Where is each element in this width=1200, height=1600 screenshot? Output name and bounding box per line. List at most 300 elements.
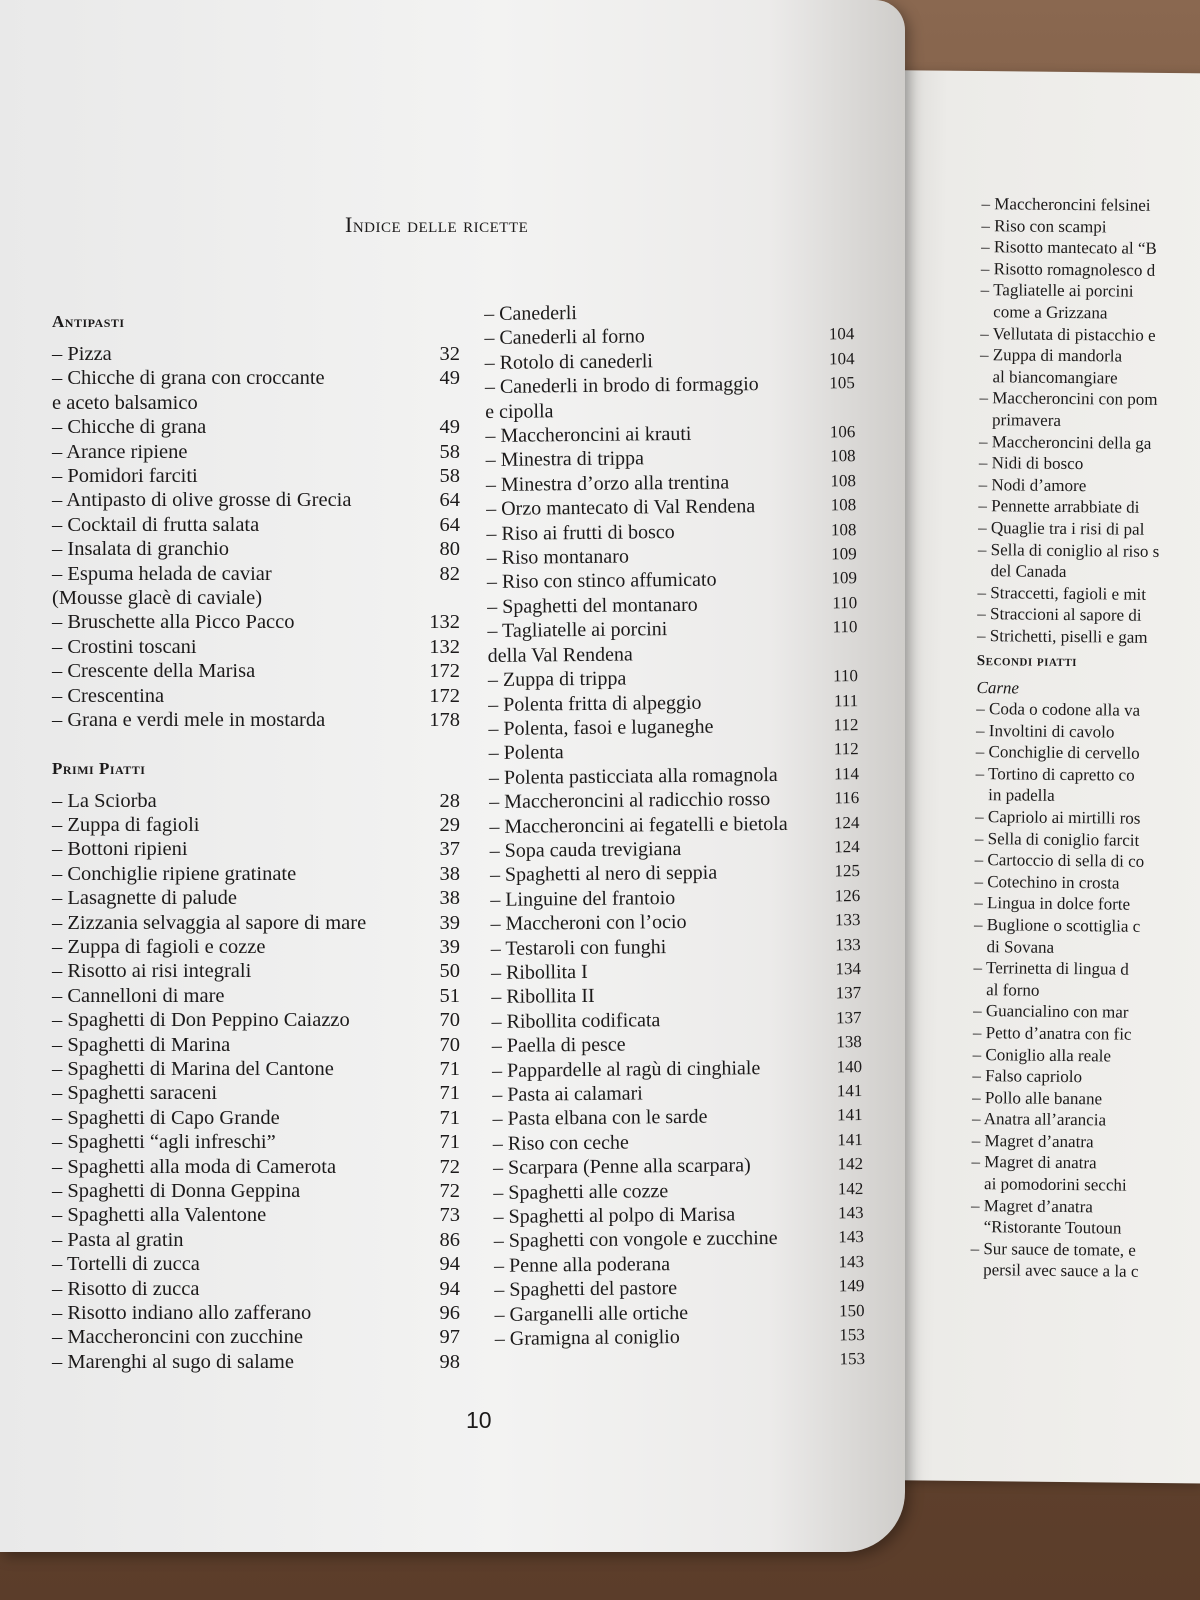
recipe-name: – Bottoni ripieni xyxy=(52,838,188,861)
recipe-page-number: 94 xyxy=(439,1277,460,1300)
recipe-name: – Canederli xyxy=(484,302,577,325)
recipe-name: – Pappardelle al ragù di cinghiale xyxy=(491,1056,761,1082)
primi-heading: Primi Piatti xyxy=(52,758,146,778)
recipe-name: – Pasta ai calamari xyxy=(492,1082,643,1106)
recipe-name: – Pennette arrabbiate di xyxy=(978,496,1140,518)
recipe-name: – La Sciorba xyxy=(52,789,157,812)
recipe-name: ai pomodorini secchi xyxy=(971,1174,1127,1195)
recipe-name: – Straccioni al sapore di xyxy=(977,604,1142,626)
recipe-entry xyxy=(973,979,1200,1003)
recipe-name: – Magret d’anatra xyxy=(971,1195,1093,1216)
recipe-entry xyxy=(972,1108,1200,1132)
recipe-name: – Ribollita II xyxy=(491,985,595,1009)
recipe-page-number: 104 xyxy=(829,348,855,369)
recipe-page-number: 125 xyxy=(834,861,861,881)
recipe-page-number: 32 xyxy=(439,343,460,365)
recipe-entry xyxy=(971,1238,1200,1262)
recipe-entry xyxy=(52,1277,460,1301)
recipe-name: – Pizza xyxy=(52,343,112,365)
recipe-page-number: 140 xyxy=(836,1056,863,1076)
recipe-entry xyxy=(52,1008,460,1032)
recipe-name: – Rotolo di canederli xyxy=(484,350,654,374)
recipe-name: – Grana e verdi mele in mostarda xyxy=(52,709,326,732)
recipe-entry xyxy=(973,1000,1200,1024)
recipe-entry xyxy=(975,784,1200,808)
recipe-page-number: 153 xyxy=(839,1325,865,1345)
recipe-entry xyxy=(972,1130,1200,1154)
recipe-entry xyxy=(52,440,460,464)
recipe-page-number: 109 xyxy=(831,544,857,564)
recipe-name: – Risotto ai risi integrali xyxy=(52,960,252,983)
recipe-entry xyxy=(977,603,1200,627)
recipe-entry xyxy=(52,1301,460,1325)
secondi-heading: Secondi piatti xyxy=(976,653,1078,671)
recipe-name: – Chicche di grana xyxy=(52,416,207,439)
recipe-name: – Magret d’anatra xyxy=(971,1130,1094,1152)
right-page xyxy=(865,70,1200,1483)
recipe-name: – Pasta elbana con le sarde xyxy=(492,1106,708,1131)
recipe-page-number: 112 xyxy=(833,715,859,735)
recipe-name: – Crescente della Marisa xyxy=(52,660,256,683)
recipe-page-number: 134 xyxy=(835,959,862,979)
recipe-entry xyxy=(977,582,1200,606)
recipe-name: – Spaghetti del montanaro xyxy=(487,593,698,618)
recipe-entry xyxy=(974,936,1200,960)
recipe-entry xyxy=(971,1195,1200,1219)
recipe-page-number: 143 xyxy=(837,1203,864,1223)
recipe-name: – Crostini toscani xyxy=(52,635,197,658)
recipe-page-number: 132 xyxy=(429,635,460,658)
recipe-page-number: 138 xyxy=(836,1032,862,1052)
recipe-name: – Riso con scampi xyxy=(981,215,1107,236)
recipe-entry xyxy=(971,1151,1200,1175)
recipe-entry xyxy=(976,741,1200,765)
recipe-entry xyxy=(980,301,1200,325)
recipe-page-number: 71 xyxy=(439,1106,460,1129)
recipe-name: – Linguine del frantoio xyxy=(490,886,676,911)
recipe-entry xyxy=(52,1106,460,1130)
recipe-name: – Involtini di cavolo xyxy=(975,720,1115,742)
recipe-page-number: 58 xyxy=(439,440,460,463)
recipe-entry xyxy=(974,892,1200,916)
recipe-entry xyxy=(52,813,460,837)
recipe-page-number: 143 xyxy=(838,1227,864,1247)
recipe-name: – Riso montanaro xyxy=(486,545,630,570)
recipe-name: di Sovana xyxy=(973,936,1055,957)
recipe-entry xyxy=(973,1044,1200,1068)
recipe-page-number: 137 xyxy=(835,983,862,1003)
recipe-name: – Spaghetti alle cozze xyxy=(493,1179,669,1204)
recipe-name: – Arance ripiene xyxy=(52,440,188,463)
recipe-page-number: 143 xyxy=(838,1251,865,1272)
recipe-page-number: 178 xyxy=(429,709,460,732)
recipe-page-number: 73 xyxy=(439,1204,460,1227)
recipe-name: – Spaghetti alla moda di Camerota xyxy=(52,1155,337,1178)
recipe-entry xyxy=(52,1252,460,1276)
recipe-page-number: 110 xyxy=(832,617,858,637)
recipe-entry xyxy=(978,539,1200,563)
recipe-entry xyxy=(52,1203,460,1227)
recipe-entry xyxy=(980,366,1200,390)
recipe-page-number: 132 xyxy=(429,611,460,634)
recipe-name: – Straccetti, fagioli e mit xyxy=(977,582,1147,604)
recipe-entry xyxy=(978,495,1200,519)
recipe-entry xyxy=(974,871,1200,895)
recipe-entry xyxy=(979,474,1200,498)
recipe-entry xyxy=(975,806,1200,830)
recipe-name: in padella xyxy=(975,785,1055,806)
recipe-name: “Ristorante Toutoun xyxy=(970,1217,1122,1238)
recipe-name: – Tagliatelle ai porcini xyxy=(980,280,1134,302)
recipe-name: – Maccheroncini felsinei xyxy=(981,194,1151,215)
recipe-page-number: 70 xyxy=(439,1009,460,1032)
recipe-name: – Antipasto di olive grosse di Grecia xyxy=(52,489,352,512)
recipe-page-number: 114 xyxy=(833,763,860,784)
recipe-entry xyxy=(976,763,1200,787)
recipe-entry xyxy=(980,344,1200,368)
recipe-name: – Penne alla poderana xyxy=(493,1252,671,1277)
recipe-name: – Terrinetta di lingua d xyxy=(973,958,1129,979)
recipe-page-number: 98 xyxy=(439,1350,460,1373)
recipe-page-number: 29 xyxy=(439,813,460,836)
recipe-name: – Spaghetti di Capo Grande xyxy=(52,1106,280,1129)
recipe-name: – Ribollita I xyxy=(490,960,588,984)
recipe-name: – Petto d’anatra con fic xyxy=(972,1022,1132,1044)
recipe-page-number: 153 xyxy=(839,1349,866,1369)
recipe-name: – Risotto indiano allo zafferano xyxy=(52,1302,312,1325)
middle-column xyxy=(484,298,865,1376)
left-column xyxy=(52,310,460,1374)
recipe-page-number: 86 xyxy=(439,1228,460,1251)
recipe-name: – Bruschette alla Picco Pacco xyxy=(52,611,295,634)
recipe-name: – Paella di pesce xyxy=(491,1033,626,1058)
recipe-page-number: 39 xyxy=(439,935,460,958)
recipe-name: – Zuppa di mandorla xyxy=(979,345,1123,366)
recipe-entry xyxy=(52,935,460,959)
recipe-name: – Minestra di trippa xyxy=(485,447,645,472)
recipe-entry xyxy=(973,957,1200,981)
recipe-entry xyxy=(52,911,460,935)
recipe-name: – Testaroli con funghi xyxy=(490,935,667,960)
recipe-name: – Maccheroncini con zucchine xyxy=(52,1326,304,1349)
recipe-entry xyxy=(52,1325,460,1349)
recipe-name: – Capriolo ai mirtilli ros xyxy=(975,807,1141,828)
recipe-name: – Spaghetti alla Valentone xyxy=(52,1204,267,1227)
recipe-page-number: 51 xyxy=(439,984,460,1007)
recipe-entry xyxy=(979,431,1200,455)
recipe-entry xyxy=(979,452,1200,476)
recipe-page-number: 137 xyxy=(835,1007,862,1028)
recipe-name: – Guancialino con mar xyxy=(973,1001,1129,1022)
recipe-page-number: 28 xyxy=(439,789,460,812)
recipe-entry xyxy=(52,1179,460,1203)
recipe-name: al biancomangiare xyxy=(979,366,1118,388)
recipe-name: – Strichetti, piselli e gam xyxy=(976,625,1148,647)
recipe-name: – Coniglio alla reale xyxy=(972,1044,1112,1065)
recipe-name: – Cartoccio di sella di co xyxy=(974,850,1145,871)
recipe-page-number: 72 xyxy=(439,1180,460,1202)
recipe-entry xyxy=(52,959,460,983)
recipe-entry xyxy=(981,279,1200,303)
recipe-page-number: 172 xyxy=(429,660,460,683)
recipe-page-number: 72 xyxy=(439,1155,460,1178)
recipe-name: – Zuppa di fagioli xyxy=(52,813,200,836)
recipe-entry xyxy=(980,323,1200,347)
recipe-entry xyxy=(485,371,855,424)
recipe-name: – Risotto di zucca xyxy=(52,1277,200,1300)
recipe-name: – Maccheroncini della ga xyxy=(979,431,1152,453)
recipe-name: – Canederli al forno xyxy=(484,325,645,350)
recipe-name: – Crescentina xyxy=(52,684,165,707)
recipe-page-number: 104 xyxy=(828,324,855,344)
recipe-page-number: 64 xyxy=(439,513,460,536)
recipe-name: – Magret di anatra xyxy=(971,1152,1097,1173)
recipe-name: – Maccheroncini al radicchio rosso xyxy=(489,788,771,814)
recipe-name: – Nidi di bosco xyxy=(978,453,1084,474)
recipe-name: – Spaghetti di Donna Geppina xyxy=(52,1180,301,1202)
middle-list xyxy=(484,298,865,1376)
recipe-page-number: 82 xyxy=(439,562,460,585)
recipe-name: primavera xyxy=(979,409,1062,430)
recipe-name: – Risotto mantecato al “B xyxy=(981,237,1157,259)
recipe-name: – Zizzania selvaggia al sapore di mare xyxy=(52,911,367,934)
recipe-name: – Riso ai frutti di bosco xyxy=(486,520,675,545)
recipe-entry xyxy=(52,464,460,488)
recipe-page-number: 150 xyxy=(838,1300,865,1320)
recipe-entry xyxy=(972,1087,1200,1111)
recipe-name: – Scarpara (Penne alla scarpara) xyxy=(492,1154,751,1180)
recipe-name: persil avec sauce a la c xyxy=(970,1260,1139,1282)
recipe-page-number: 133 xyxy=(834,910,861,930)
recipe-page-number: 109 xyxy=(831,568,858,588)
recipe-name: – Marenghi al sugo di salame xyxy=(52,1350,294,1373)
recipe-name: – Chicche di grana con croccante e aceto balsamico xyxy=(52,367,325,414)
recipe-entry xyxy=(970,1259,1200,1283)
recipe-page-number: 94 xyxy=(439,1253,460,1276)
recipe-name: – Maccheroni con l’ocio xyxy=(490,911,687,936)
recipe-name: – Gramigna al coniglio xyxy=(494,1326,680,1351)
recipe-page-number: 112 xyxy=(833,739,859,759)
recipe-name: – Insalata di granchio xyxy=(52,538,230,561)
recipe-page-number: 38 xyxy=(439,862,460,885)
recipe-name: – Vellutata di pistacchio e xyxy=(980,323,1156,345)
recipe-page-number: 58 xyxy=(439,465,460,488)
recipe-entry xyxy=(52,837,460,861)
recipe-entry xyxy=(487,615,857,668)
recipe-page-number: 142 xyxy=(837,1154,864,1174)
recipe-page-number: 108 xyxy=(830,470,856,491)
recipe-page-number: 97 xyxy=(439,1326,460,1349)
recipe-name: – Sella di coniglio al riso s xyxy=(977,539,1160,561)
recipe-name: – Sopa cauda trevigiana xyxy=(489,837,682,862)
recipe-entry xyxy=(976,698,1200,722)
recipe-name: – Spaghetti di Don Peppino Caiazzo xyxy=(52,1009,350,1032)
recipe-name: – Spaghetti con vongole e zucchine xyxy=(493,1227,778,1253)
primi-list xyxy=(52,789,460,1375)
recipe-entry xyxy=(52,635,460,659)
recipe-entry xyxy=(973,1022,1200,1046)
recipe-page-number: 64 xyxy=(439,489,460,512)
recipe-name: – Sella di coniglio farcit xyxy=(974,828,1140,850)
recipe-entry xyxy=(52,1057,460,1081)
recipe-name: al forno xyxy=(973,979,1040,1000)
recipe-name: – Zuppa di fagioli e cozze xyxy=(52,935,266,958)
recipe-name: – Conchiglie di cervello xyxy=(975,742,1140,763)
recipe-name: – Espuma helada de caviar (Mousse glacè di caviale) xyxy=(52,562,272,610)
recipe-page-number: 142 xyxy=(837,1178,864,1198)
recipe-entry xyxy=(976,720,1200,744)
recipe-entry xyxy=(52,1033,460,1057)
recipe-page-number: 49 xyxy=(439,367,460,390)
recipe-name: – Polenta pasticciata alla romagnola xyxy=(488,763,778,789)
recipe-entry xyxy=(52,1081,460,1105)
recipe-name: – Spaghetti “agli infreschi” xyxy=(52,1131,276,1154)
recipe-name: – Pollo alle banane xyxy=(972,1087,1103,1109)
recipe-name: – Polenta xyxy=(488,741,564,765)
recipe-entry xyxy=(52,562,460,611)
recipe-page-number: 96 xyxy=(439,1302,460,1325)
recipe-entry xyxy=(979,409,1200,433)
recipe-page-number: 149 xyxy=(838,1276,865,1296)
recipe-name: – Garganelli alle ortiche xyxy=(494,1301,689,1326)
right-page-secondi-list xyxy=(970,698,1200,1284)
recipe-page-number: 124 xyxy=(833,812,860,832)
recipe-name: – Tortelli di zucca xyxy=(52,1253,200,1276)
recipe-page-number: 141 xyxy=(836,1081,863,1101)
recipe-name: – Tagliatelle ai porcini della Val Rendena xyxy=(487,618,668,667)
recipe-name: – Spaghetti al nero di seppia xyxy=(489,861,718,887)
recipe-name: – Ribollita codificata xyxy=(491,1008,661,1033)
recipe-name: – Orzo mantecato di Val Rendena xyxy=(486,495,756,521)
recipe-name: – Pomidori farciti xyxy=(52,465,198,488)
recipe-name: – Conchiglie ripiene gratinate xyxy=(52,862,297,885)
recipe-name: – Cotechino in crosta xyxy=(974,871,1120,893)
recipe-entry xyxy=(52,610,460,634)
recipe-name: – Lingua in dolce forte xyxy=(974,893,1131,915)
recipe-name: – Anatra all’arancia xyxy=(971,1109,1107,1130)
recipe-page-number: 124 xyxy=(834,837,860,857)
recipe-entry xyxy=(52,684,460,708)
recipe-entry xyxy=(52,886,460,910)
carne-subheading: Carne xyxy=(976,678,1020,698)
recipe-page-number: 70 xyxy=(439,1033,460,1056)
recipe-name: – Maccheroncini ai krauti xyxy=(485,422,692,448)
recipe-page-number: 108 xyxy=(830,495,857,515)
recipe-page-number: 80 xyxy=(439,538,460,561)
recipe-name: – Maccheroncini con pom xyxy=(979,388,1158,410)
recipe-entry xyxy=(52,1155,460,1179)
recipe-name: – Riso con ceche xyxy=(492,1131,630,1155)
recipe-entry xyxy=(52,789,460,813)
recipe-name: – Pasta al gratin xyxy=(52,1228,184,1251)
recipe-entry xyxy=(978,517,1200,541)
recipe-name: – Spaghetti di Marina del Cantone xyxy=(52,1057,334,1080)
recipe-entry xyxy=(975,849,1200,873)
recipe-page-number: 71 xyxy=(439,1131,460,1154)
recipe-page-number: 116 xyxy=(834,788,860,808)
recipe-entry xyxy=(981,258,1200,282)
recipe-entry xyxy=(971,1216,1200,1240)
page-number: 10 xyxy=(466,1407,492,1433)
recipe-page-number: 108 xyxy=(830,519,857,540)
recipe-entry xyxy=(979,387,1200,411)
recipe-page-number: 111 xyxy=(833,690,859,710)
recipe-page-number: 110 xyxy=(832,592,858,613)
recipe-page-number: 71 xyxy=(439,1057,460,1080)
recipe-entry xyxy=(977,625,1200,649)
recipe-name: – Buglione o scottiglia c xyxy=(973,914,1141,936)
recipe-name: – Minestra d’orzo alla trentina xyxy=(485,471,730,496)
recipe-entry xyxy=(52,862,460,886)
recipe-name: – Zuppa di trippa xyxy=(487,667,627,692)
recipe-name: – Spaghetti del pastore xyxy=(494,1277,678,1302)
recipe-entry xyxy=(52,1130,460,1154)
recipe-name: – Maccheroncini ai fegatelli e bietola xyxy=(489,812,788,838)
recipe-page-number: 38 xyxy=(439,887,460,910)
recipe-entry xyxy=(974,914,1200,938)
recipe-name: del Canada xyxy=(977,561,1067,582)
recipe-entry xyxy=(972,1065,1200,1089)
recipe-name: – Coda o codone alla va xyxy=(976,699,1141,720)
recipe-page-number: 71 xyxy=(439,1082,460,1105)
recipe-name: – Quaglie tra i risi di pal xyxy=(978,517,1145,539)
antipasti-list xyxy=(52,342,460,733)
recipe-page-number: 110 xyxy=(832,666,859,686)
right-page-secondi-section xyxy=(970,649,1200,1284)
recipe-entry xyxy=(978,560,1200,584)
recipe-entry xyxy=(52,342,460,366)
recipe-name: come a Grizzana xyxy=(980,302,1108,323)
recipe-page-number: 108 xyxy=(830,446,856,466)
recipe-page-number: 37 xyxy=(439,838,460,861)
recipe-name: – Spaghetti saraceni xyxy=(52,1082,218,1105)
recipe-entry xyxy=(52,1228,460,1252)
recipe-name: – Nodi d’amore xyxy=(978,474,1087,495)
recipe-name: – Sur sauce de tomate, e xyxy=(970,1238,1136,1260)
recipe-page-number: 126 xyxy=(834,885,861,906)
recipe-page-number: 39 xyxy=(439,911,460,934)
recipe-name: – Risotto romagnolesco d xyxy=(980,258,1156,280)
recipe-entry xyxy=(52,1350,460,1374)
recipe-entry xyxy=(975,828,1200,852)
recipe-entry xyxy=(52,984,460,1008)
recipe-page-number: 106 xyxy=(829,422,856,442)
recipe-name: – Cocktail di frutta salata xyxy=(52,513,260,536)
recipe-entry xyxy=(981,193,1200,217)
recipe-name: – Polenta, fasoi e luganeghe xyxy=(488,715,714,740)
antipasti-heading: Antipasti xyxy=(52,312,125,331)
recipe-page-number: 141 xyxy=(837,1129,863,1150)
recipe-name: – Lasagnette di palude xyxy=(52,887,238,910)
recipe-page-number: 172 xyxy=(429,684,460,707)
page-title: Indice delle ricette xyxy=(345,212,529,237)
recipe-page-number: 49 xyxy=(439,416,460,439)
recipe-page-number: 105 xyxy=(829,373,855,393)
recipe-entry xyxy=(52,366,460,415)
recipe-entry xyxy=(52,708,460,732)
recipe-entry xyxy=(495,1348,865,1376)
recipe-entry xyxy=(971,1173,1200,1197)
recipe-entry xyxy=(52,513,460,537)
right-page-primi-list xyxy=(977,193,1200,649)
recipe-name: – Cannelloni di mare xyxy=(52,984,225,1007)
recipe-entry xyxy=(52,488,460,512)
recipe-entry xyxy=(981,215,1200,239)
recipe-page-number: 133 xyxy=(835,934,861,954)
recipe-name: – Spaghetti di Marina xyxy=(52,1033,231,1056)
recipe-page-number: 141 xyxy=(836,1105,863,1125)
recipe-entry xyxy=(52,537,460,561)
